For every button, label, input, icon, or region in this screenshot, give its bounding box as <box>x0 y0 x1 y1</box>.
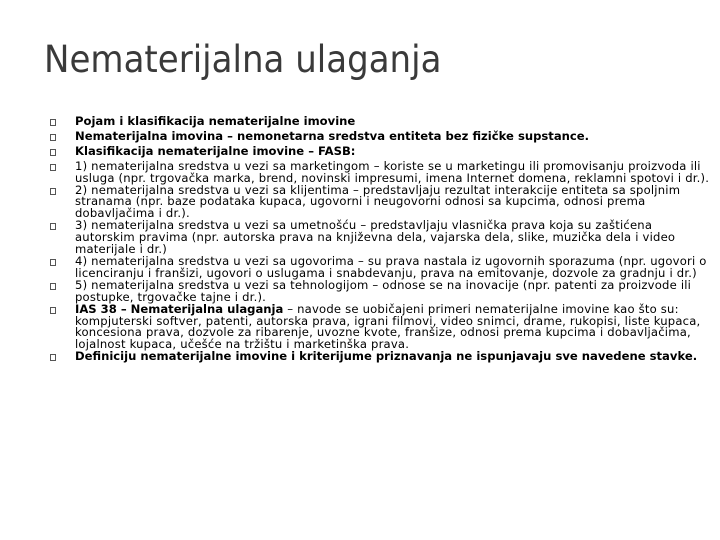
bullet-bold-text: IAS 38 – Nematerijalna ulaganja <box>75 301 284 316</box>
square-bullet-icon <box>50 351 65 366</box>
bullet-item <box>50 158 710 185</box>
bullet-item <box>50 220 710 256</box>
square-bullet-icon <box>50 131 65 146</box>
square-bullet-icon <box>50 280 65 304</box>
bullet-text: 3) nematerijalna sredstva u vezi sa umetnošću – predstavljaju vlasnička prava koja su zaštićena autorskim pravima (npr. autorska prava na književna dela, vajarska dela, slike, muzička dela i video materijale i dr.) <box>75 218 676 257</box>
square-bullet-icon <box>50 304 65 352</box>
bullet-text: – navode se uobičajeni primeri nematerijalne imovine kao što su: kompjuterski softver, patenti, autorska prava, igrani filmovi, video snimci, drame, rukopisi, liste kupaca, koncesiona prava, dozvole za ribarenje, uvozne kvote, franšize, odnosi prema kupcima i dobavljačima, lojalnost kupaca, učešće na tržištu i marketinška prava. <box>75 301 701 352</box>
square-bullet-icon <box>50 185 65 221</box>
square-bullet-icon <box>50 220 65 256</box>
bullet-text: 1) nematerijalna sredstva u vezi sa marketingom – koriste se u marketingu ili promovisanju proizvoda ili usluga (npr. trgovačka marka, brend, novinski impresumi, imena Internet domena, reklamni spotovi i dr.). <box>75 158 710 185</box>
bullet-item <box>50 301 710 352</box>
bullet-item <box>50 351 710 366</box>
bullet-bold-text: Pojam i klasifikacija nematerijalne imovine <box>75 114 356 128</box>
bullet-bold-text: Definiciju nematerijalne imovine i kriterijume priznavanja ne ispunjavaju sve navedene stavke. <box>75 349 698 364</box>
bullet-text: 2) nematerijalna sredstva u vezi sa klijentima – predstavljaju rezultat interakcije entiteta sa spoljnim stranama (npr. baze podataka kupaca, ugovorni i neugovorni odnosi sa kupcima, odnosi prema dobavljačima i dr.). <box>75 182 681 221</box>
slide-title: Nematerijalna ulaganja <box>44 38 442 81</box>
square-bullet-icon <box>50 116 65 131</box>
bullet-item <box>50 182 710 221</box>
square-bullet-icon <box>50 146 65 161</box>
bullet-item <box>50 277 710 304</box>
bullet-list <box>50 116 710 366</box>
bullet-bold-text: Nematerijalna imovina – nemonetarna sredstva entiteta bez fizičke supstance. <box>75 128 590 143</box>
bullet-text: 5) nematerijalna sredstva u vezi sa tehnologijom – odnose se na inovacije (npr. patenti za proizvode ili postupke, trgovačke tajne i dr.). <box>75 277 692 304</box>
bullet-text: 4) nematerijalna sredstva u vezi sa ugovorima – su prava nastala iz ugovornih sporazuma (npr. ugovori o licenciranju i franšizi, ugovori o uslugama i snabdevanju, prava na emitovanje, dozvole za gradnju i dr.) <box>75 253 707 280</box>
square-bullet-icon <box>50 256 65 280</box>
bullet-item <box>50 253 710 280</box>
bullet-bold-text: Klasifikacija nematerijalne imovine – FASB: <box>75 143 356 158</box>
square-bullet-icon <box>50 161 65 185</box>
